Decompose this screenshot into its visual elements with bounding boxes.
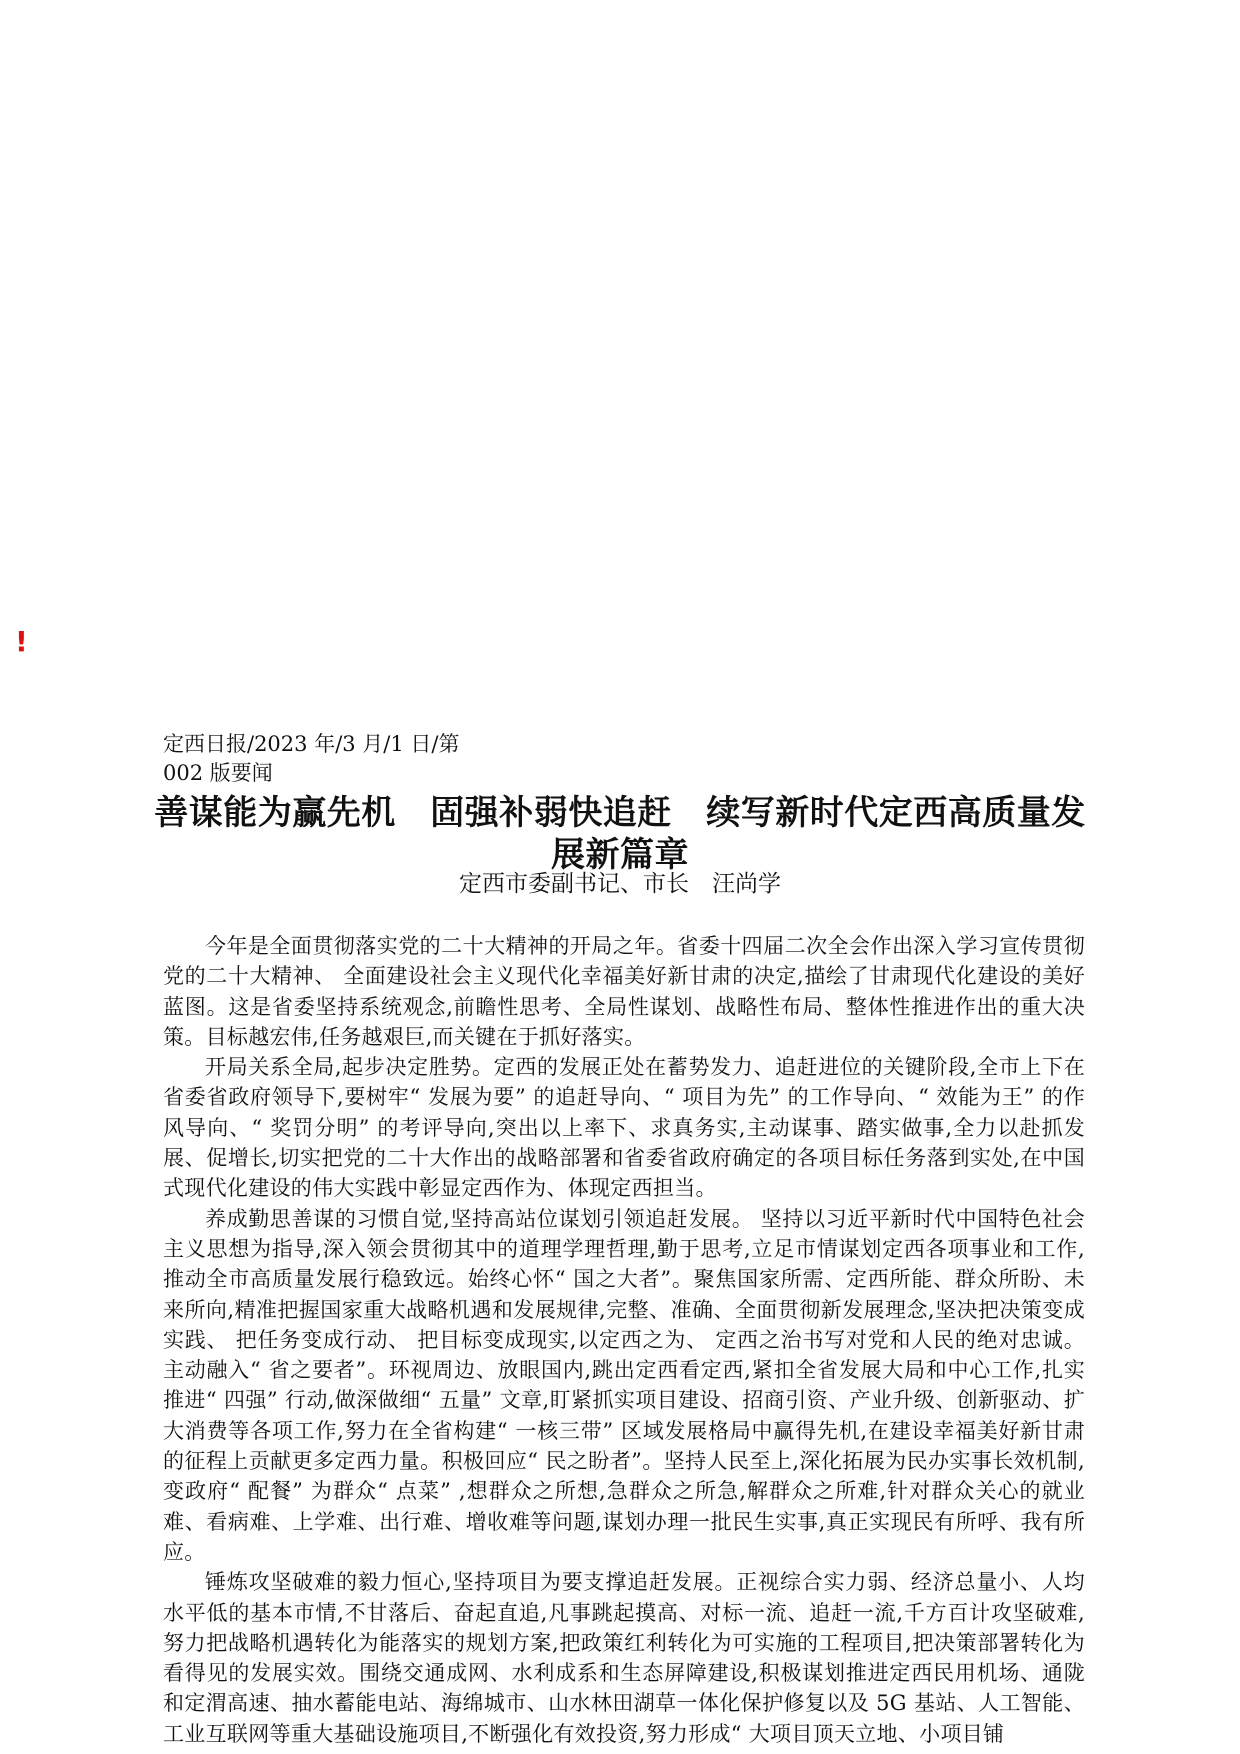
article-paragraph: 开局关系全局,起步决定胜势。定西的发展正处在蓄势发力、追赶进位的关键阶段,全市上下在省委省政府领导下,要树牢“ 发展为要” 的追赶导向、“ 项目为先” 的工作导向、“ 效能为王” 的作风导向、“ 奖罚分明” 的考评导向,突出以上率下、求真务实,主动谋事、踏实做事,全力以赴抓发展、促增长,切实把党的二十大作出的战略部署和省委省政府确定的各项目标任务落到实处,在中国式现代化建设的伟大实践中彰显定西作为、体现定西担当。: [163, 1055, 1085, 1201]
article-body: [163, 931, 1085, 1754]
publication-source-line: 定西日报/2023 年/3 月/1 日/第 002 版要闻: [163, 732, 460, 785]
article-paragraph: 锤炼攻坚破难的毅力恒心,坚持项目为要支撑追赶发展。正视综合实力弱、经济总量小、人均水平低的基本市情,不甘落后、奋起直追,凡事跳起摸高、对标一流、追赶一流,千方百计攻坚破难,努力把战略机遇转化为能落实的规划方案,把政策红利转化为可实施的工程项目,把决策部署转化为看得见的发展实效。围绕交通成网、水利成系和生态屏障建设,积极谋划推进定西民用机场、通陇和定渭高速、抽水蓄能电站、海绵城市、山水林田湖草一体化保护修复以及 5G 基站、人工智能、工业互联网等重大基础设施项目,不断强化有效投资,努力形成“ 大项目顶天立地、小项目铺: [163, 1570, 1085, 1746]
article-headline: 善谋能为赢先机 固强补弱快追赶 续写新时代定西高质量发展新篇章: [154, 793, 1086, 875]
article-byline: 定西市委副书记、市长 汪尚学: [459, 871, 781, 897]
article-paragraph: 今年是全面贯彻落实党的二十大精神的开局之年。省委十四届二次全会作出深入学习宣传贯彻党的二十大精神、 全面建设社会主义现代化幸福美好新甘肃的决定,描绘了甘肃现代化建设的美好蓝图。这是省委坚持系统观念,前瞻性思考、全局性谋划、战略性布局、整体性推进作出的重大决策。目标越宏伟,任务越艰巨,而关键在于抓好落实。: [163, 934, 1085, 1049]
red-exclamation-mark: !: [15, 625, 28, 658]
article-paragraph: 养成勤思善谋的习惯自觉,坚持高站位谋划引领追赶发展。 坚持以习近平新时代中国特色社会主义思想为指导,深入领会贯彻其中的道理学理哲理,勤于思考,立足市情谋划定西各项事业和工作,推动全市高质量发展行稳致远。始终心怀“ 国之大者”。聚焦国家所需、定西所能、群众所盼、未来所向,精准把握国家重大战略机遇和发展规律,完整、准确、全面贯彻新发展理念,坚决把决策变成实践、 把任务变成行动、 把目标变成现实,以定西之为、 定西之治书写对党和人民的绝对忠诚。主动融入“ 省之要者”。环视周边、放眼国内,跳出定西看定西,紧扣全省发展大局和中心工作,扎实推进“ 四强” 行动,做深做细“ 五量” 文章,盯紧抓实项目建设、招商引资、产业升级、创新驱动、扩大消费等各项工作,努力在全省构建“ 一核三带” 区域发展格局中赢得先机,在建设幸福美好新甘肃的征程上贡献更多定西力量。积极回应“ 民之盼者”。坚持人民至上,深化拓展为民办实事长效机制,变政府“ 配餐” 为群众“ 点菜” ,想群众之所想,急群众之所急,解群众之所难,针对群众关心的就业难、看病难、上学难、出行难、增收难等问题,谋划办理一批民生实事,真正实现民有所呼、我有所应。: [163, 1206, 1085, 1564]
